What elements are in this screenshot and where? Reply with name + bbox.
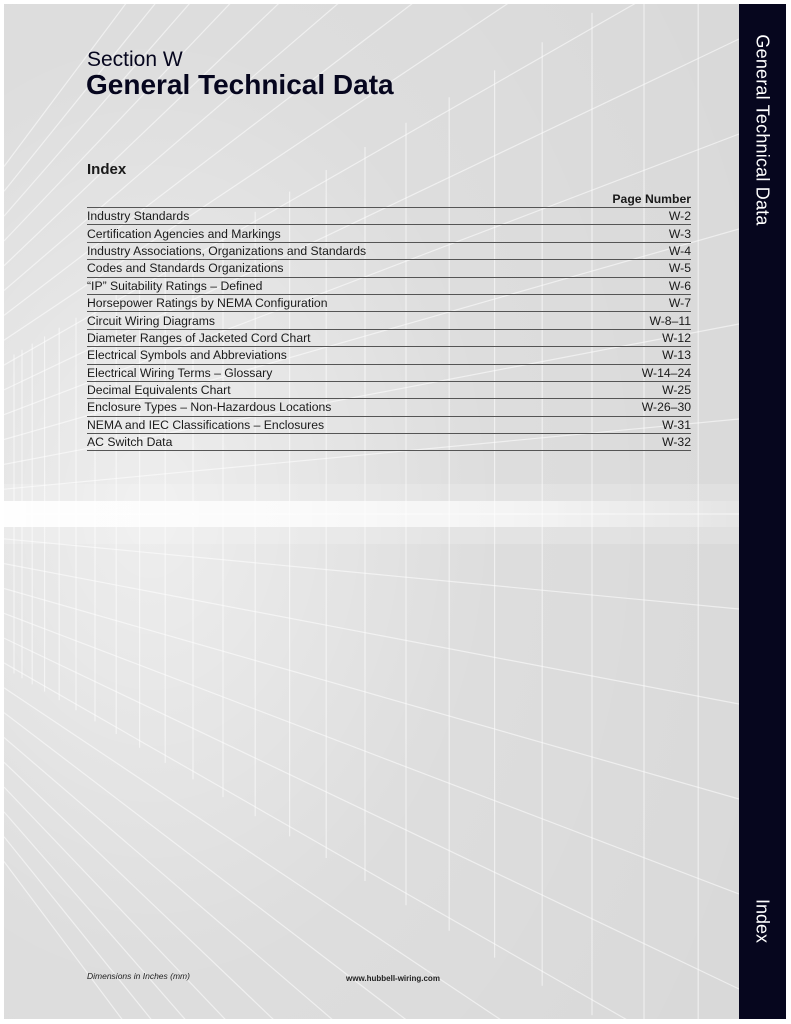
index-row[interactable]	[87, 243, 691, 260]
side-tab-title: General Technical Data	[752, 34, 773, 226]
page-title: General Technical Data	[86, 69, 394, 100]
footer-website-link[interactable]: www.hubbell-wiring.com	[346, 974, 440, 983]
index-row-page-number: W-4	[668, 243, 691, 258]
index-row-label: Decimal Equivalents Chart	[87, 383, 231, 398]
index-row-page-number: W-12	[662, 330, 691, 345]
index-row[interactable]	[87, 347, 691, 364]
index-row-label: Codes and Standards Organizations	[87, 261, 284, 276]
index-row[interactable]	[87, 208, 691, 225]
index-row-label: Diameter Ranges of Jacketed Cord Chart	[87, 330, 311, 345]
index-row-label: Industry Associations, Organizations and Standards	[87, 243, 367, 258]
page-background	[4, 4, 739, 1019]
index-row[interactable]	[87, 365, 691, 382]
index-row[interactable]	[87, 417, 691, 434]
index-row-page-number: W-5	[668, 261, 691, 276]
index-row[interactable]	[87, 382, 691, 399]
index-row-page-number: W-6	[668, 278, 691, 293]
index-row-label: Circuit Wiring Diagrams	[87, 313, 215, 328]
index-row-label: Horsepower Ratings by NEMA Configuration	[87, 296, 328, 311]
index-row-label: Industry Standards	[87, 209, 190, 224]
index-row[interactable]	[87, 399, 691, 416]
index-row-label: NEMA and IEC Classifications – Enclosures	[87, 417, 325, 432]
index-heading: Index	[87, 161, 127, 178]
index-row-label: Electrical Wiring Terms – Glossary	[87, 365, 273, 380]
index-row-page-number: W-2	[668, 209, 691, 224]
index-rows	[87, 208, 691, 451]
index-row-page-number: W-14–24	[641, 365, 691, 380]
index-row[interactable]	[87, 312, 691, 329]
index-row-page-number: W-7	[668, 296, 691, 311]
index-row[interactable]	[87, 295, 691, 312]
grid-background-graphic	[4, 4, 739, 1019]
index-row-page-number: W-32	[662, 435, 691, 450]
index-row-page-number: W-26–30	[641, 400, 691, 415]
index-row-page-number: W-3	[668, 226, 691, 241]
index-row[interactable]	[87, 330, 691, 347]
page-number-column-header: Page Number	[87, 191, 691, 208]
index-row[interactable]	[87, 225, 691, 242]
index-row-page-number: W-8–11	[649, 313, 691, 328]
index-row[interactable]	[87, 434, 691, 451]
index-row-page-number: W-25	[662, 383, 691, 398]
index-row-label: AC Switch Data	[87, 435, 173, 450]
index-row-label: Certification Agencies and Markings	[87, 226, 281, 241]
index-table	[87, 191, 691, 451]
index-row[interactable]	[87, 260, 691, 277]
index-row-page-number: W-31	[662, 417, 691, 432]
index-row-page-number: W-13	[662, 348, 691, 363]
side-tab-index-label: Index	[752, 898, 773, 944]
section-label: Section W	[87, 48, 183, 71]
index-row-label: “IP” Suitability Ratings – Defined	[87, 278, 263, 293]
index-row-label: Electrical Symbols and Abbreviations	[87, 348, 287, 363]
index-row[interactable]	[87, 278, 691, 295]
index-row-label: Enclosure Types – Non-Hazardous Locations	[87, 400, 332, 415]
footer-dimensions-note: Dimensions in Inches (mm)	[87, 971, 190, 981]
